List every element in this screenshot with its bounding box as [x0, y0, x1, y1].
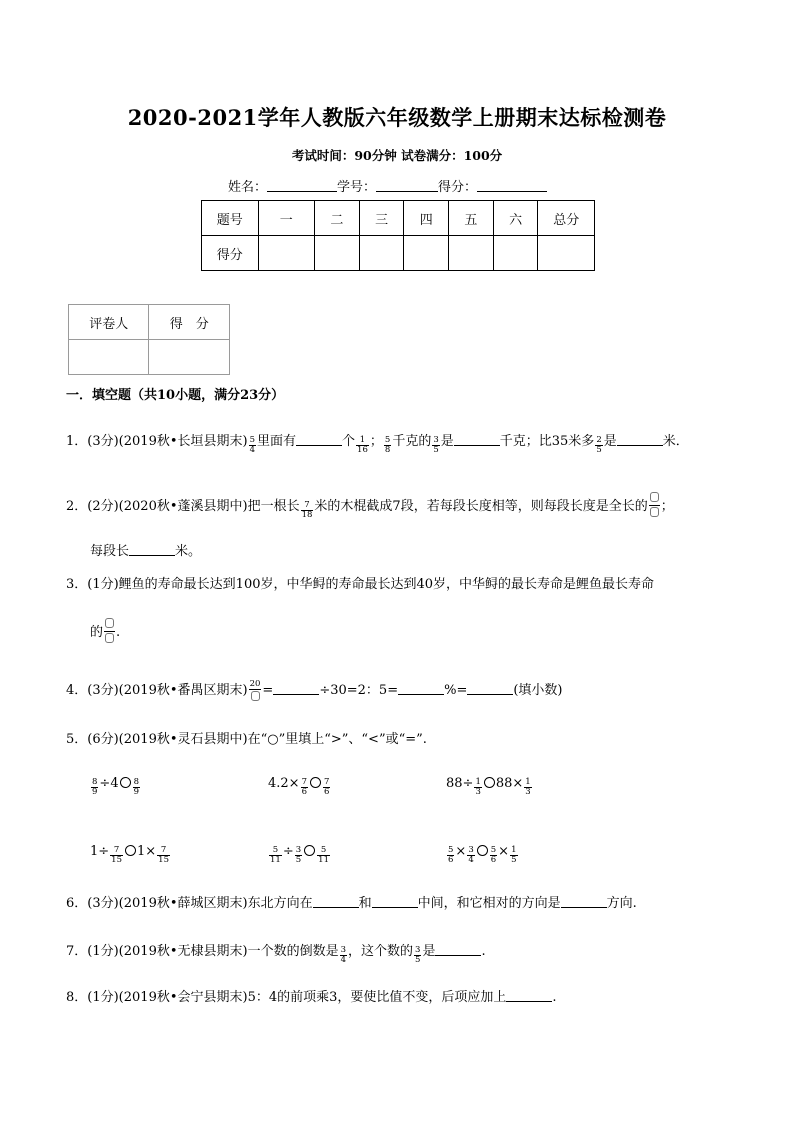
q1-text: 是 — [603, 434, 617, 449]
frac-den: 5 — [596, 445, 602, 455]
fraction — [510, 846, 517, 865]
fraction-blank[interactable] — [249, 680, 262, 704]
question-2-line2 — [90, 540, 201, 559]
score-header-cell: 总分 — [538, 201, 595, 236]
score-header-cell: 四 — [404, 201, 449, 236]
q2-prefix: 2．(2分)(2020秋•蓬溪县期中)把一根长 — [66, 499, 300, 514]
grader-label: 评卷人 — [69, 305, 149, 340]
grader-cell[interactable] — [69, 340, 149, 375]
score-cell[interactable] — [404, 236, 449, 271]
frac-den: 8 — [384, 445, 391, 455]
q1-text: 是 — [440, 434, 454, 449]
frac-num: 8 — [92, 777, 98, 787]
compare-expression-1 — [90, 776, 141, 797]
fraction — [490, 846, 497, 865]
q6-text: 方向. — [606, 896, 637, 911]
fraction — [301, 501, 314, 520]
q2-text: 米的木棍截成7段，若每段长度相等，则每段长度是全长的 — [314, 499, 648, 514]
question-4 — [66, 679, 563, 704]
expr-text: ÷4 — [99, 776, 119, 791]
q1-text: 千克的 — [392, 434, 432, 449]
frac-num: 7 — [324, 777, 330, 787]
answer-blank[interactable] — [435, 943, 481, 956]
name-blank[interactable] — [267, 179, 337, 192]
answer-blank[interactable] — [296, 433, 342, 446]
expr-text: × — [455, 844, 467, 859]
frac-den: 15 — [111, 855, 122, 865]
q1-text: ； — [369, 434, 383, 449]
frac-num: 2 — [596, 435, 602, 445]
question-3-line2 — [90, 617, 120, 646]
expr-text: ÷ — [282, 844, 294, 859]
frac-den: 4 — [468, 855, 474, 865]
frac-num: 1 — [525, 777, 531, 787]
fraction — [317, 846, 330, 865]
fraction-blank[interactable] — [649, 491, 660, 520]
fraction — [91, 778, 98, 797]
frac-num: 5 — [448, 845, 454, 855]
expr-text: 4.2× — [268, 776, 300, 791]
score-cell[interactable] — [538, 236, 595, 271]
id-label: 学号： — [337, 180, 377, 195]
q3-text: . — [116, 625, 121, 640]
fraction — [474, 778, 481, 797]
score-blank[interactable] — [477, 179, 547, 192]
grader-score-cell[interactable] — [149, 340, 230, 375]
score-header-cell: 六 — [493, 201, 538, 236]
expr-text: 88× — [495, 776, 524, 791]
grader-table — [68, 304, 230, 375]
frac-den: 6 — [490, 855, 497, 865]
q2-text: 米。 — [175, 544, 202, 559]
q7-prefix: 7．(1分)(2019秋•无棣县期末)一个数的倒数是 — [66, 944, 339, 959]
frac-num: 7 — [301, 777, 307, 787]
frac-num: 3 — [433, 435, 439, 445]
answer-blank[interactable] — [129, 543, 175, 556]
frac-den: 9 — [133, 787, 140, 797]
fraction — [110, 846, 123, 865]
q4-prefix: 4．(3分)(2019秋•番禺区期末) — [66, 683, 248, 698]
name-label: 姓名： — [228, 180, 268, 195]
score-header-cell: 一 — [258, 201, 315, 236]
q6-text: 和 — [358, 896, 372, 911]
fraction — [269, 846, 282, 865]
fraction — [595, 436, 602, 455]
fraction — [524, 778, 531, 797]
frac-den: 5 — [433, 445, 439, 455]
q8-prefix: 8．(1分)(2019秋•会宁县期末)5：4的前项乘3，要使比值不变，后项应加上 — [66, 990, 507, 1005]
score-cell[interactable] — [449, 236, 494, 271]
fraction — [432, 436, 439, 455]
question-6 — [66, 892, 637, 911]
fraction — [249, 436, 256, 455]
fraction — [301, 778, 308, 797]
q3-text: 的 — [90, 625, 104, 640]
expr-text: 1÷ — [90, 844, 110, 859]
question-1 — [66, 430, 689, 455]
score-row-label: 得分 — [202, 236, 259, 271]
frac-den: 16 — [357, 445, 368, 455]
fraction — [323, 778, 330, 797]
question-3: 3．(1分)鲤鱼的寿命最长达到100岁，中华鲟的寿命最长达到40岁，中华鲟的最长寿命是鲤鱼最长寿命 — [66, 577, 655, 592]
answer-blank[interactable] — [372, 895, 418, 908]
section-heading: 一．填空题（共10小题，满分23分） — [66, 388, 285, 403]
score-cell[interactable] — [258, 236, 315, 271]
fraction — [447, 846, 454, 865]
frac-num: 5 — [269, 846, 282, 856]
q2-text: ； — [660, 499, 674, 514]
student-info — [228, 176, 547, 195]
q1-text: 个 — [342, 434, 356, 449]
expr-text: 88÷ — [446, 776, 474, 791]
frac-num: 5 — [490, 845, 497, 855]
exam-subtitle: 考试时间：90分钟 试卷满分：100分 — [291, 148, 503, 163]
grader-score-label: 得 分 — [149, 305, 230, 340]
frac-den: 4 — [249, 445, 256, 455]
answer-blank[interactable] — [561, 895, 607, 908]
q7-text: . — [481, 944, 486, 959]
frac-den: 6 — [448, 855, 454, 865]
frac-num: 20 — [249, 679, 261, 689]
answer-blank[interactable] — [273, 682, 319, 695]
q8-text: . — [552, 990, 557, 1005]
fraction — [133, 778, 140, 797]
compare-expression-2 — [268, 776, 331, 797]
expr-text: 1× — [137, 844, 157, 859]
frac-den: 6 — [324, 787, 330, 797]
frac-num: 3 — [415, 945, 421, 955]
q1-text: 千克；比35米多 — [499, 434, 595, 449]
frac-num: 5 — [317, 846, 330, 856]
compare-circle[interactable] — [310, 777, 321, 788]
frac-den: 6 — [301, 787, 307, 797]
fraction — [384, 436, 391, 455]
id-blank[interactable] — [376, 179, 438, 192]
expr-text: × — [498, 844, 510, 859]
compare-circle[interactable] — [120, 777, 131, 788]
answer-blank[interactable] — [398, 682, 444, 695]
compare-circle[interactable] — [477, 845, 488, 856]
answer-blank[interactable] — [506, 989, 552, 1002]
q4-text: %= — [444, 683, 468, 698]
q7-text: 是 — [422, 944, 436, 959]
compare-circle[interactable] — [125, 845, 136, 856]
frac-den: 4 — [340, 955, 347, 965]
score-table — [201, 200, 595, 271]
frac-den: 11 — [270, 855, 281, 865]
q4-text: (填小数) — [513, 683, 563, 698]
frac-num: 1 — [475, 777, 481, 787]
q1-text: 里面有 — [257, 434, 297, 449]
score-label: 得分： — [438, 180, 478, 195]
score-header-cell: 题号 — [202, 201, 259, 236]
q4-text: = — [262, 683, 274, 698]
frac-den: 5 — [295, 855, 302, 865]
frac-den: 5 — [511, 855, 517, 865]
score-cell[interactable] — [315, 236, 360, 271]
score-header-cell: 三 — [359, 201, 404, 236]
page-title: 2020-2021学年人教版六年级数学上册期末达标检测卷 — [127, 105, 667, 130]
frac-num: 3 — [295, 845, 302, 855]
frac-num: 8 — [133, 777, 140, 787]
frac-num: 1 — [356, 436, 369, 446]
frac-num: 3 — [340, 945, 347, 955]
answer-blank[interactable] — [467, 682, 513, 695]
score-cell[interactable] — [359, 236, 404, 271]
answer-blank[interactable] — [313, 895, 359, 908]
frac-num: 7 — [110, 846, 123, 856]
frac-den: 5 — [415, 955, 421, 965]
frac-num: 5 — [384, 435, 391, 445]
frac-den: 15 — [158, 855, 169, 865]
q7-text: ，这个数的 — [348, 944, 414, 959]
fraction — [467, 846, 474, 865]
q6-text: 中间，和它相对的方向是 — [417, 896, 561, 911]
q1-text: 米． — [662, 434, 689, 449]
frac-den: 18 — [301, 510, 313, 520]
question-2 — [66, 491, 674, 520]
q6-prefix: 6．(3分)(2019秋•薛城区期末)东北方向在 — [66, 896, 313, 911]
frac-den: 11 — [318, 855, 329, 865]
frac-num: 1 — [511, 845, 517, 855]
fraction — [414, 946, 421, 965]
compare-expression-3 — [446, 776, 533, 797]
frac-den: 3 — [525, 787, 531, 797]
fraction-blank[interactable] — [104, 617, 115, 646]
frac-num: 3 — [468, 845, 474, 855]
compare-expression-5 — [268, 844, 331, 865]
compare-circle[interactable] — [304, 845, 315, 856]
fraction — [295, 846, 302, 865]
answer-blank[interactable] — [617, 433, 663, 446]
fraction — [356, 436, 369, 455]
frac-num: 5 — [249, 435, 256, 445]
score-cell[interactable] — [493, 236, 538, 271]
question-5: 5．(6分)(2019秋•灵石县期中)在“○”里填上“>”、“<”或“=”. — [66, 732, 427, 747]
fraction — [157, 846, 170, 865]
score-header-cell: 二 — [315, 201, 360, 236]
compare-circle[interactable] — [484, 777, 495, 788]
frac-den: 9 — [92, 787, 98, 797]
q1-prefix: 1．(3分)(2019秋•长垣县期末) — [66, 434, 248, 449]
q2-text: 每段长 — [90, 544, 130, 559]
answer-blank[interactable] — [454, 433, 500, 446]
compare-expression-6 — [446, 844, 519, 865]
q4-text: ÷30=2：5= — [319, 683, 399, 698]
question-7 — [66, 940, 486, 965]
question-8 — [66, 986, 557, 1005]
fraction — [340, 946, 347, 965]
score-header-cell: 五 — [449, 201, 494, 236]
frac-num: 7 — [157, 846, 170, 856]
frac-den: 3 — [475, 787, 481, 797]
compare-expression-4 — [90, 844, 171, 865]
frac-num: 7 — [301, 501, 314, 511]
